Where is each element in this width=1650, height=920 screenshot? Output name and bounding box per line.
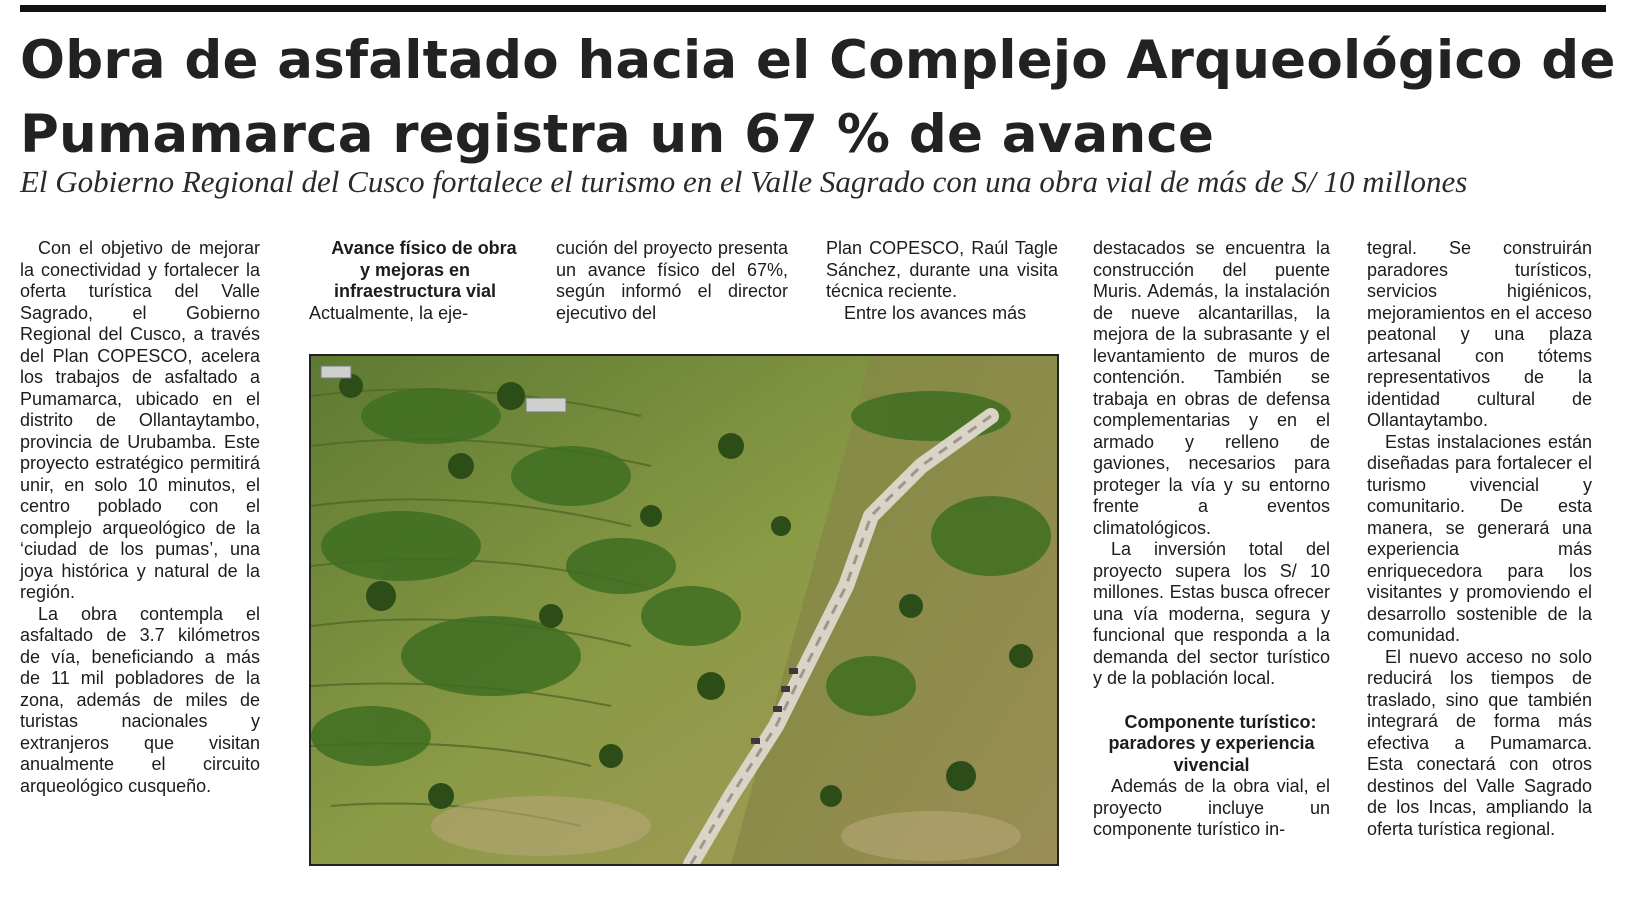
column-4 <box>826 238 1058 324</box>
column-1 <box>20 238 260 797</box>
section-heading-avance: Avance físico de obra y mejoras en infraestructura vial <box>331 238 517 301</box>
headline-line-2: Pumamarca registra un 67 % de avance <box>20 104 1215 165</box>
headline-line-1: Obra de asfaltado hacia el Complejo Arqueológico de <box>20 30 1616 91</box>
column-4-paragraph-2: Entre los avances más <box>844 302 1027 323</box>
column-6 <box>1367 238 1592 840</box>
column-2-paragraph-1: Actualmente, la eje- <box>309 302 469 323</box>
column-5 <box>1093 238 1330 841</box>
column-2 <box>309 238 521 324</box>
section-heading-componente-turistico: Componente turístico: paradores y experiencia vivencial <box>1108 711 1317 775</box>
column-4-paragraph-1: Plan COPESCO, Raúl Tagle Sánchez, durante una visita técnica reciente. <box>826 238 1058 301</box>
column-6-paragraph-1: tegral. Se construirán paradores turísticos, servicios higiénicos, mejoramientos en el acceso peatonal y una plaza artesanal con tótems representativos de la identidad cultural de Ollantaytambo. <box>1367 238 1592 430</box>
article-photo <box>309 354 1059 866</box>
aerial-road-illustration <box>311 356 1057 864</box>
top-rule <box>20 5 1606 12</box>
column-1-paragraph-1: Con el objetivo de mejorar la conectividad y fortalecer la oferta turística del Valle Sagrado, el Gobierno Regional del Cusco, a través del Plan COPESCO, acelera los trabajos de asfaltado a Pumamarca, ubicado en el distrito de Ollantaytambo, provincia de Urubamba. Este proyecto estratégico permitirá unir, en solo 10 minutos, el centro poblado con el complejo arqueológico de la ‘ciudad de los pumas’, una joya histórica y natural de la región. <box>20 238 260 602</box>
article-subheadline: El Gobierno Regional del Cusco fortalece el turismo en el Valle Sagrado con una obra vial de más de S/ 10 millones <box>20 164 1468 199</box>
column-1-paragraph-2: La obra contempla el asfaltado de 3.7 kilómetros de vía, beneficiando a más de 11 mil pobladores de la zona, además de miles de turistas nacionales y extranjeros que visitan anualmente el circuito arqueológico cusqueño. <box>20 603 260 796</box>
top-rule-tick <box>564 5 566 11</box>
column-6-paragraph-2: Estas instalaciones están diseñadas para fortalecer el turismo vivencial y comunitario. De esta manera, se generará una experiencia más enriquecedora para los visitantes y promoviendo el desarrollo sostenible de la comunidad. <box>1367 431 1592 645</box>
article-headline <box>20 24 1620 172</box>
column-3-paragraph-1: cución del proyecto presenta un avance físico del 67%, según informó el director ejecutivo del <box>556 238 788 323</box>
column-3 <box>556 238 788 324</box>
column-5-paragraph-3: Además de la obra vial, el proyecto incluye un componente turístico in- <box>1093 776 1330 839</box>
column-5-paragraph-2: La inversión total del proyecto supera los S/ 10 millones. Estas busca ofrecer una vía moderna, segura y funcional que responda a la demanda del sector turístico y de la población local. <box>1093 539 1330 688</box>
column-5-paragraph-1: destacados se encuentra la construcción del puente Muris. Además, la instalación de nueve alcantarillas, la mejora de la subrasante y el levantamiento de muros de contención. También se trabaja en obras de defensa complementarias y en el armado y relleno de gaviones, necesarios para proteger la vía y su entorno frente a eventos climatológicos. <box>1093 238 1330 538</box>
column-6-paragraph-3: El nuevo acceso no solo reducirá los tiempos de traslado, sino que también integrará de forma más efectiva a Pumamarca. Esta conectará con otros destinos del Valle Sagrado de los Incas, ampliando la oferta turística regional. <box>1367 646 1592 839</box>
